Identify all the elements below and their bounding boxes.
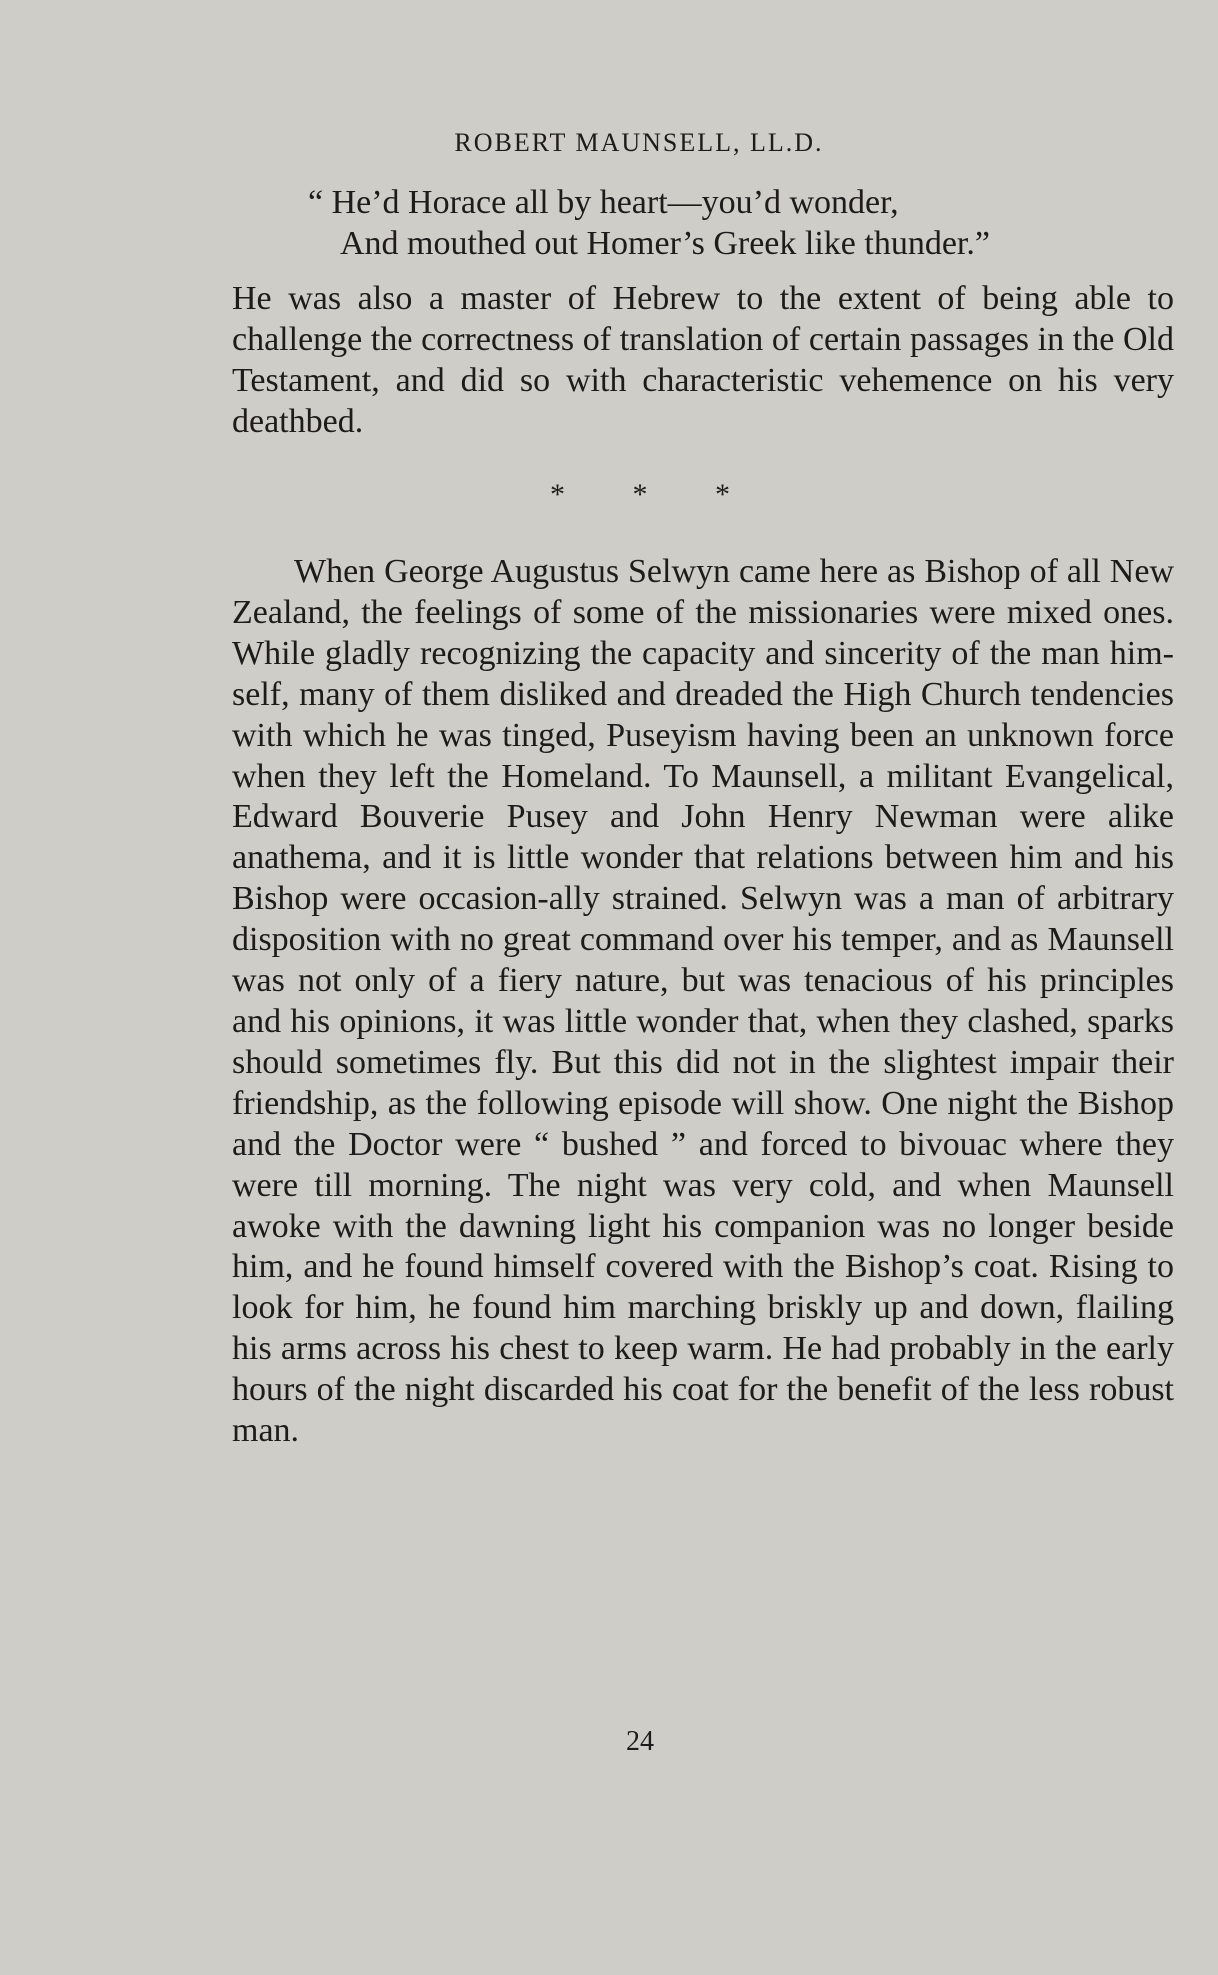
section-separator: * * * <box>550 478 730 511</box>
running-head: ROBERT MAUNSELL, LL.D. <box>454 128 824 157</box>
paragraph-hebrew: He was also a master of Hebrew to the extent of being able to challenge the correctness of translation of certain passages in the Old Testament, and did so with characteristic vehemence on his very deathbed. <box>232 280 1174 440</box>
page-number: 24 <box>626 1726 654 1757</box>
paragraph-selwyn: When George Augustus Selwyn came here as Bishop of all New Zealand, the feelings of some of the missionaries were mixed ones. While gladly recognizing the capacity and sincerity of the man him-self, many of them disliked and dreaded the High Church tendencies with which he was tinged, Puseyism having been an unknown force when they left the Homeland. To Maunsell, a militant Evangelical, Edward Bouverie Pusey and John Henry Newman were alike anathema, and it is little wonder that relations between him and his Bishop were occasion-ally strained. Selwyn was a man of arbitrary disposition with no great command over his temper, and as Maunsell was not only of a fiery nature, but was tenacious of his principles and his opinions, it was little wonder that, when they clashed, sparks should sometimes fly. But this did not in the slightest impair their friendship, as the following episode will show. One night the Bishop and the Doctor were “ bushed ” and forced to bivouac where they were till morning. The night was very cold, and when Maunsell awoke with the dawning light his companion was no longer beside him, and he found himself covered with the Bishop’s coat. Rising to look for him, he found him marching briskly up and down, flailing his arms across his chest to keep warm. He had probably in the early hours of the night discarded his coat for the benefit of the less robust man. <box>232 553 1174 1450</box>
verse-line-1: “ He’d Horace all by heart—you’d wonder, <box>308 184 899 221</box>
verse-quotation <box>308 182 990 264</box>
verse-line-2: And mouthed out Homer’s Greek like thunder.” <box>340 225 990 262</box>
